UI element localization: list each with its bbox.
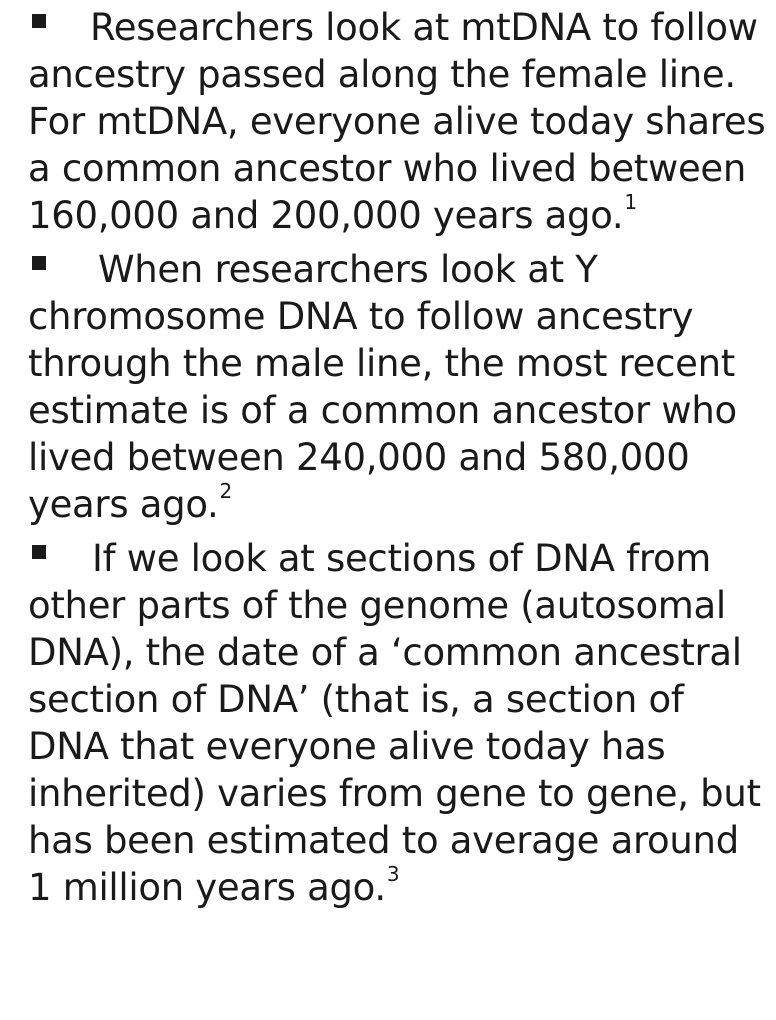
bullet-list [28, 4, 768, 918]
footnote-marker: 3 [386, 862, 400, 886]
item-text: Researchers look at mtDNA to follow ancestry passed along the female line. For mtDNA, everyone alive today shares a common ancestor who lived between 160,000 and 200,000 years ago. [28, 6, 766, 237]
item-text: If we look at sections of DNA from other parts of the genome (autosomal DNA), the date of a ‘common ancestral section of DNA’ (that is, a section of DNA that everyone alive today has inherited) varies from gene to gene, but has been estimated to average around 1 million years ago. [28, 537, 761, 909]
square-bullet-icon [32, 256, 46, 270]
list-item [28, 246, 768, 528]
square-bullet-icon [32, 14, 46, 28]
footnote-marker: 2 [219, 479, 232, 503]
item-text: When researchers look at Y chromosome DNA to follow ancestry through the male line, the most recent estimate is of a common ancestor who lived between 240,000 and 580,000 years ago. [28, 248, 737, 526]
list-item [28, 4, 768, 239]
footnote-marker: 1 [624, 190, 637, 214]
list-item [28, 535, 768, 911]
square-bullet-icon [32, 545, 46, 559]
